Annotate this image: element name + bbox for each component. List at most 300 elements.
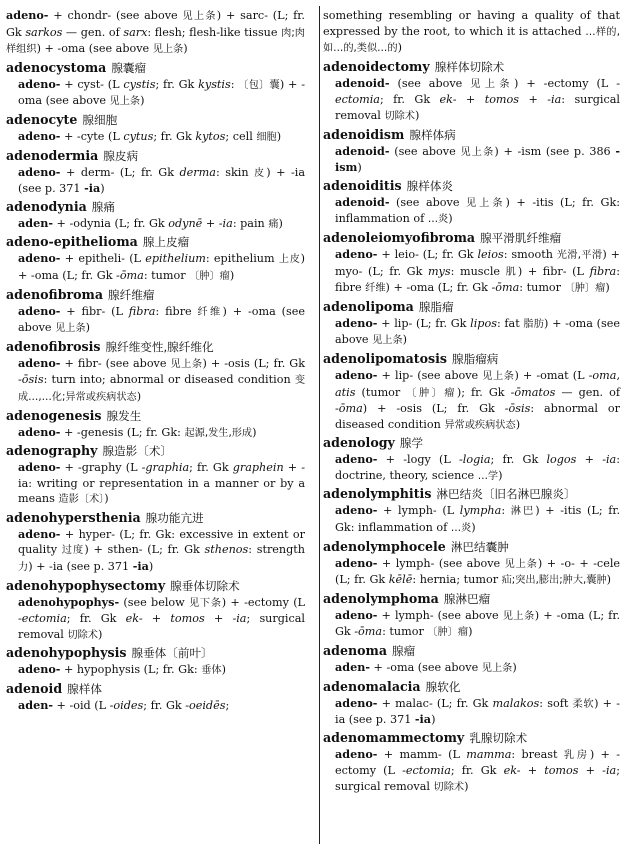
- italic-term: -ia: [218, 216, 233, 230]
- root-term: adeno-: [18, 424, 61, 439]
- italic-term: -ōma: [116, 268, 144, 282]
- dictionary-entry: [323, 642, 620, 677]
- headword-suffix: fibrosis: [48, 338, 101, 354]
- chinese-gloss: 淋巴结炎〔旧名淋巴腺炎〕: [436, 487, 576, 502]
- root-term: adeno-: [335, 607, 378, 622]
- italic-term: -oides: [109, 699, 144, 713]
- dictionary-entry: [323, 729, 620, 796]
- root-term: adeno-: [18, 164, 61, 179]
- italic-term: -ectomia: [18, 612, 67, 626]
- etymology-fragment: +: [456, 93, 485, 107]
- etymology-fragment: ): [605, 281, 610, 295]
- etymology-fragment: : epithelium: [205, 252, 279, 266]
- chinese-gloss: 腺垂体〔前叶〕: [131, 646, 213, 661]
- etymology-fragment: ): [357, 161, 362, 175]
- etymology-fragment: ) + -ectomy (L: [335, 747, 620, 778]
- entry-headword: [323, 729, 620, 747]
- chinese-gloss: 腺发生: [106, 408, 142, 423]
- root-term: adenoid-: [335, 75, 390, 90]
- headword-root: adeno: [323, 126, 366, 142]
- root-term: adeno-: [335, 503, 378, 518]
- etymology-fragment: : breast: [511, 747, 564, 761]
- etymology-fragment: + leio- (L; fr. Gk: [377, 247, 478, 261]
- headword: [323, 178, 402, 193]
- headword-root: adeno: [323, 435, 366, 451]
- entry-headword: [323, 538, 620, 556]
- etymology-fragment: ): [498, 468, 503, 482]
- headword-suffix: mammectomy: [365, 729, 465, 745]
- etymology-fragment: ) + -oma (see above: [335, 316, 620, 347]
- chinese-text: 见上条: [504, 558, 538, 570]
- headword: [323, 127, 404, 142]
- etymology-text: [6, 595, 305, 644]
- headword: [6, 199, 87, 214]
- etymology-text: [323, 556, 620, 589]
- etymology-fragment: :: [230, 77, 239, 91]
- etymology-fragment: : tumor: [143, 268, 190, 282]
- italic-term: graphein: [232, 461, 284, 475]
- headword: [6, 578, 165, 593]
- headword: [6, 234, 138, 249]
- headword: [323, 351, 447, 366]
- etymology-fragment: (see below: [119, 595, 189, 609]
- chinese-text: 上皮: [278, 254, 301, 266]
- entry-headword: [6, 286, 305, 304]
- chinese-text: 见上条: [502, 610, 535, 622]
- etymology-fragment: : pain: [232, 216, 269, 230]
- etymology-fragment: ) + -ectomy (L: [221, 595, 305, 609]
- italic-term: lipos: [470, 316, 497, 330]
- root-term: adeno-: [335, 746, 378, 761]
- chinese-text: 见上条: [55, 323, 86, 335]
- root-term: adeno-: [18, 662, 61, 677]
- etymology-fragment: ; fr. Gk: [153, 129, 196, 143]
- etymology-fragment: ) + -ism (see p. 386: [494, 144, 616, 158]
- etymology-fragment: ): [136, 389, 142, 403]
- etymology-fragment: ): [278, 216, 283, 230]
- headword: [6, 148, 98, 163]
- etymology-fragment: ; fr. Gk: [155, 77, 199, 91]
- entry-continuation: [323, 8, 620, 57]
- etymology-fragment: + -cyte (L: [60, 129, 124, 143]
- chinese-text: 见上条: [482, 370, 515, 382]
- chinese-text: 见下条: [189, 597, 222, 609]
- etymology-fragment: ) + fibr- (L: [517, 264, 590, 278]
- italic-term: kytos: [195, 129, 226, 143]
- root-term: adeno-: [18, 251, 61, 266]
- etymology-text: [6, 8, 305, 58]
- chinese-text: …炎: [427, 214, 449, 226]
- etymology-fragment: + hyper- (L; fr. Gk: excessive in extent or quality: [18, 527, 305, 557]
- etymology-fragment: ) + -osis (L; fr. Gk: [362, 402, 505, 416]
- dictionary-entry: [323, 434, 620, 484]
- etymology-fragment: ) + -ia (see p. 371: [18, 165, 305, 196]
- chinese-text: 纤维: [365, 283, 386, 295]
- italic-term: kystis: [198, 77, 231, 91]
- etymology-fragment: ): [431, 713, 436, 727]
- column-divider: [319, 6, 320, 844]
- etymology-fragment: ): [140, 94, 145, 108]
- root-term: adeno-: [335, 555, 378, 570]
- headword-root: adeno: [6, 645, 49, 661]
- etymology-text: [6, 129, 305, 146]
- chinese-gloss: 腺淋巴瘤: [443, 591, 491, 606]
- etymology-fragment: ,: [616, 368, 621, 382]
- etymology-fragment: + lymph- (L: [377, 504, 460, 518]
- etymology-fragment: +: [142, 612, 171, 626]
- chinese-text: 见上条: [466, 197, 506, 209]
- dictionary-entry: [323, 177, 620, 228]
- headword-root: adeno: [6, 286, 49, 302]
- etymology-fragment: + fibr- (L: [60, 304, 129, 318]
- etymology-text: [6, 425, 305, 442]
- etymology-fragment: +: [204, 612, 233, 626]
- etymology-text: [323, 316, 620, 349]
- etymology-fragment: ): [229, 268, 235, 282]
- headword: [6, 681, 62, 696]
- chinese-text: 切除术: [433, 782, 465, 793]
- root-term: adeno-: [335, 246, 378, 261]
- root-term: adeno-: [335, 695, 378, 710]
- italic-term: tomos: [484, 93, 520, 107]
- headword: [6, 510, 141, 525]
- headword-root: adeno: [323, 177, 366, 193]
- headword-root: adeno: [323, 678, 366, 694]
- entry-headword: [6, 338, 305, 356]
- chinese-gloss: 腺样体病: [409, 127, 456, 142]
- entry-continuation: [6, 8, 305, 58]
- etymology-fragment: : fibre: [155, 304, 198, 318]
- etymology-text: [6, 304, 305, 337]
- headword: [323, 230, 475, 245]
- dictionary-entry: [323, 350, 620, 433]
- etymology-fragment: ;: [225, 699, 230, 713]
- dictionary-entry: [6, 111, 305, 146]
- italic-term: -ia: [547, 93, 562, 107]
- headword-suffix: oid: [40, 681, 63, 697]
- headword-root: adeno: [323, 486, 366, 502]
- etymology-fragment: ) + sthen- (L; fr. Gk: [84, 543, 205, 557]
- etymology-fragment: ; cell: [225, 129, 257, 143]
- root-term: adeno-: [335, 367, 378, 382]
- etymology-text: [6, 356, 305, 406]
- etymology-fragment: ) + -omat (L: [514, 368, 589, 382]
- headword: [6, 112, 77, 127]
- italic-term: cystis: [123, 77, 156, 91]
- entry-headword: [6, 509, 305, 527]
- chinese-gloss: 腺脂瘤病: [452, 351, 499, 366]
- chinese-text: 柔软: [572, 698, 595, 710]
- italic-term: -oeidēs: [185, 699, 226, 713]
- etymology-fragment: : hernia; tumor: [412, 573, 502, 587]
- italic-term: sarx: [123, 25, 148, 39]
- etymology-text: [323, 195, 620, 228]
- italic-term: odynē: [168, 216, 203, 230]
- root-term: aden-: [18, 215, 53, 230]
- headword: [323, 539, 446, 554]
- etymology-fragment: ): [100, 182, 105, 196]
- italic-term: epithelium: [145, 252, 206, 266]
- dictionary-entry: [323, 538, 620, 589]
- entry-headword: [323, 58, 620, 76]
- headword-suffix: lymphoma: [365, 590, 439, 606]
- etymology-fragment: +: [519, 93, 548, 107]
- chinese-text: 乳房: [563, 749, 590, 761]
- etymology-fragment: (see above: [389, 76, 471, 90]
- etymology-fragment: +: [578, 764, 603, 778]
- italic-term: -ōma: [354, 625, 383, 639]
- root-term: adeno-: [18, 460, 61, 475]
- headword: [6, 645, 126, 660]
- dictionary-entry: [6, 680, 305, 714]
- chinese-text: 造影〔术〕: [58, 494, 105, 506]
- italic-term: fibra: [589, 264, 617, 278]
- etymology-text: [6, 662, 305, 679]
- italic-term: leios: [477, 247, 504, 261]
- etymology-text: [323, 660, 620, 677]
- headword: [323, 730, 464, 745]
- etymology-text: [6, 698, 305, 714]
- etymology-fragment: ) + -oma (see above: [36, 42, 153, 56]
- italic-term: malakos: [492, 696, 540, 710]
- italic-term: lympha: [459, 504, 502, 518]
- etymology-fragment: ): [512, 661, 517, 675]
- etymology-fragment: + -genesis (L; fr. Gk:: [60, 425, 185, 439]
- headword-suffix: odynia: [40, 198, 87, 214]
- etymology-fragment: ) + -osis (L; fr. Gk: [202, 356, 306, 370]
- root-term: aden-: [18, 698, 53, 713]
- entry-headword: [6, 407, 305, 425]
- chinese-text: 切除术: [67, 629, 98, 641]
- chinese-text: 纤维: [197, 306, 223, 318]
- italic-term: -ia: [602, 453, 617, 467]
- etymology-fragment: ): [183, 42, 188, 56]
- chinese-gloss: 腺纤维瘤: [108, 287, 155, 302]
- etymology-fragment: + cyst- (L: [60, 77, 124, 91]
- left-column: [6, 8, 313, 850]
- chinese-text: 见上条: [470, 78, 515, 90]
- headword-root: aden: [6, 681, 41, 697]
- root-term: aden-: [335, 660, 370, 675]
- chinese-gloss: 腺囊瘤: [111, 60, 147, 75]
- etymology-fragment: + derm- (L; fr. Gk: [60, 165, 180, 179]
- italic-term: cytus: [123, 129, 154, 143]
- headword-root: adeno: [323, 229, 366, 245]
- chinese-gloss: 腺软化: [425, 679, 461, 694]
- headword-suffix: lymphocele: [365, 538, 446, 554]
- chinese-text: 起源,发生,形成: [184, 427, 253, 439]
- etymology-text: [6, 460, 305, 508]
- chinese-gloss: 腺学: [399, 436, 424, 451]
- italic-term: -ōsis: [18, 373, 44, 387]
- italic-term: -ōma: [491, 281, 520, 295]
- etymology-fragment: + mamm- (L: [377, 747, 467, 761]
- etymology-fragment: (tumor: [355, 385, 407, 399]
- chinese-text: 〔包〕囊: [238, 79, 280, 91]
- etymology-fragment: + malac- (L; fr. Gk: [377, 696, 493, 710]
- etymology-fragment: : flesh; flesh-like tissue: [147, 25, 282, 39]
- entry-headword: [323, 350, 620, 368]
- headword-suffix: -epithelioma: [48, 234, 138, 250]
- entry-headword: [6, 577, 305, 595]
- etymology-fragment: : soft: [539, 696, 573, 710]
- chinese-text: 见上条: [460, 146, 495, 158]
- headword-root: aden: [323, 643, 358, 659]
- chinese-gloss: 腺功能亢进: [145, 510, 204, 525]
- dictionary-entry: [323, 298, 620, 349]
- chinese-text: 肌: [505, 266, 518, 278]
- entry-headword: [323, 678, 620, 696]
- entry-headword: [6, 111, 305, 129]
- etymology-fragment: : fat: [496, 316, 524, 330]
- etymology-fragment: : turn into; abnormal or diseased condition: [43, 373, 295, 387]
- etymology-fragment: ; fr. Gk: [379, 93, 440, 107]
- entry-headword: [323, 177, 620, 195]
- etymology-fragment: ) + -ia (see p. 371: [28, 560, 133, 574]
- dictionary-entry: [6, 286, 305, 337]
- italic-term: sthenos: [204, 543, 249, 557]
- headword-suffix: genesis: [48, 407, 102, 423]
- chinese-text: 见上条: [170, 358, 203, 370]
- chinese-text: 见上条: [372, 335, 403, 347]
- root-term: adeno-: [335, 315, 378, 330]
- entry-headword: [6, 644, 305, 662]
- etymology-fragment: +: [202, 216, 219, 230]
- etymology-fragment: + chondr- (see above: [48, 9, 183, 22]
- italic-term: -ōmatos: [510, 385, 556, 399]
- etymology-fragment: ); fr. Gk: [456, 385, 511, 399]
- headword: [323, 299, 414, 314]
- chinese-gloss: 腺痛: [91, 199, 115, 214]
- etymology-fragment: ): [415, 108, 420, 122]
- root-term: adeno-: [18, 128, 61, 143]
- etymology-fragment: ; surgical removal: [18, 612, 305, 641]
- headword: [6, 287, 103, 302]
- headword-suffix: oma: [357, 643, 388, 659]
- etymology-fragment: ): [148, 560, 154, 574]
- italic-term: sarkos: [25, 25, 63, 39]
- italic-term: -logia: [459, 453, 491, 467]
- chinese-text: 过度: [61, 545, 85, 557]
- etymology-text: [323, 747, 620, 796]
- etymology-fragment: (see above: [389, 195, 466, 209]
- etymology-fragment: :: [501, 504, 511, 518]
- etymology-fragment: : tumor: [519, 281, 565, 295]
- etymology-fragment: ) + -oma (see above: [18, 77, 305, 108]
- etymology-fragment: + lymph- (see above: [377, 556, 505, 570]
- chinese-text: 淋巴: [510, 506, 536, 518]
- root-term: -ism: [335, 143, 621, 175]
- headword-suffix: hypophysis: [48, 645, 127, 661]
- etymology-fragment: : strength: [248, 543, 305, 557]
- etymology-fragment: ): [606, 573, 612, 587]
- etymology-fragment: — gen. of: [555, 385, 621, 399]
- italic-term: kēlē: [388, 573, 413, 587]
- headword-root: adeno: [6, 111, 49, 127]
- etymology-fragment: (see above: [389, 144, 461, 158]
- chinese-text: 见上条: [152, 44, 184, 56]
- etymology-fragment: ): [252, 425, 257, 439]
- italic-term: tomos: [544, 764, 579, 778]
- etymology-text: [323, 76, 620, 125]
- entry-headword: [323, 126, 620, 144]
- right-column: [313, 8, 620, 850]
- headword: [6, 408, 102, 423]
- etymology-fragment: : abnormal or diseased condition: [335, 402, 620, 431]
- etymology-fragment: + hypophysis (L; fr. Gk:: [60, 663, 202, 677]
- italic-term: atis: [335, 385, 356, 399]
- chinese-text: 〔肿〕瘤: [189, 270, 230, 282]
- etymology-fragment: + lip- (L; fr. Gk: [377, 316, 471, 330]
- headword-root: adeno: [323, 538, 366, 554]
- root-term: adeno-: [18, 76, 61, 91]
- italic-term: -ōsis: [504, 402, 531, 416]
- dictionary-entry: [6, 442, 305, 508]
- chinese-text: 〔肿〕瘤: [427, 627, 469, 639]
- etymology-fragment: + -logy (L: [377, 453, 460, 467]
- etymology-fragment: something resembling or having a quality of that expressed by the root, to which it is attached: [323, 9, 620, 38]
- etymology-fragment: ): [468, 625, 473, 639]
- entry-headword: [323, 590, 620, 608]
- dictionary-entry: [6, 59, 305, 110]
- dictionary-entry: [323, 126, 620, 176]
- etymology-fragment: ) + -oma (L; fr. Gk: [385, 281, 492, 295]
- headword: [6, 60, 106, 75]
- entry-headword: [323, 642, 620, 660]
- headword-root: adeno: [323, 350, 366, 366]
- italic-term: ek-: [503, 764, 521, 778]
- chinese-text: 脂肪: [523, 318, 545, 330]
- chinese-gloss: 腺细胞: [82, 112, 118, 127]
- chinese-text: 光滑,平滑: [556, 249, 603, 261]
- etymology-text: [323, 503, 620, 536]
- etymology-fragment: : fibre: [335, 264, 620, 295]
- chinese-gloss: 腺造影〔术〕: [102, 444, 173, 459]
- entry-headword: [6, 198, 305, 216]
- etymology-fragment: ; surgical removal: [335, 764, 620, 793]
- etymology-fragment: : skin: [215, 165, 255, 179]
- headword-suffix: cyte: [48, 111, 78, 127]
- etymology-fragment: ) + -itis (L; fr. Gk: inflammation of: [335, 504, 621, 535]
- headword-suffix: fibroma: [48, 286, 104, 302]
- etymology-fragment: + lymph- (see above: [377, 608, 503, 622]
- headword-suffix: lymphitis: [365, 486, 432, 502]
- chinese-text: 皮: [254, 167, 267, 179]
- etymology-fragment: ): [104, 492, 109, 506]
- chinese-gloss: 腺上皮瘤: [142, 235, 190, 250]
- entry-headword: [6, 147, 305, 165]
- chinese-text: 力: [18, 562, 29, 574]
- chinese-gloss: 腺样体切除术: [434, 59, 505, 74]
- dictionary-entry: [323, 229, 620, 297]
- headword-root: adeno: [6, 338, 49, 354]
- etymology-fragment: : tumor: [382, 625, 428, 639]
- headword: [323, 591, 439, 606]
- chinese-gloss: 腺瘤: [392, 644, 416, 659]
- headword-suffix: graphy: [48, 443, 98, 459]
- chinese-text: …炎: [450, 523, 472, 535]
- chinese-gloss: 腺皮病: [103, 148, 139, 163]
- entry-headword: [323, 434, 620, 452]
- headword-root: adeno: [6, 443, 49, 459]
- headword-suffix: iditis: [365, 177, 402, 193]
- etymology-text: [323, 608, 620, 641]
- chinese-text: 异常或疾病状态: [444, 419, 516, 431]
- entry-headword: [6, 442, 305, 460]
- etymology-fragment: ): [221, 663, 226, 677]
- italic-term: -ōma: [335, 402, 363, 416]
- headword-root: adeno: [6, 407, 49, 423]
